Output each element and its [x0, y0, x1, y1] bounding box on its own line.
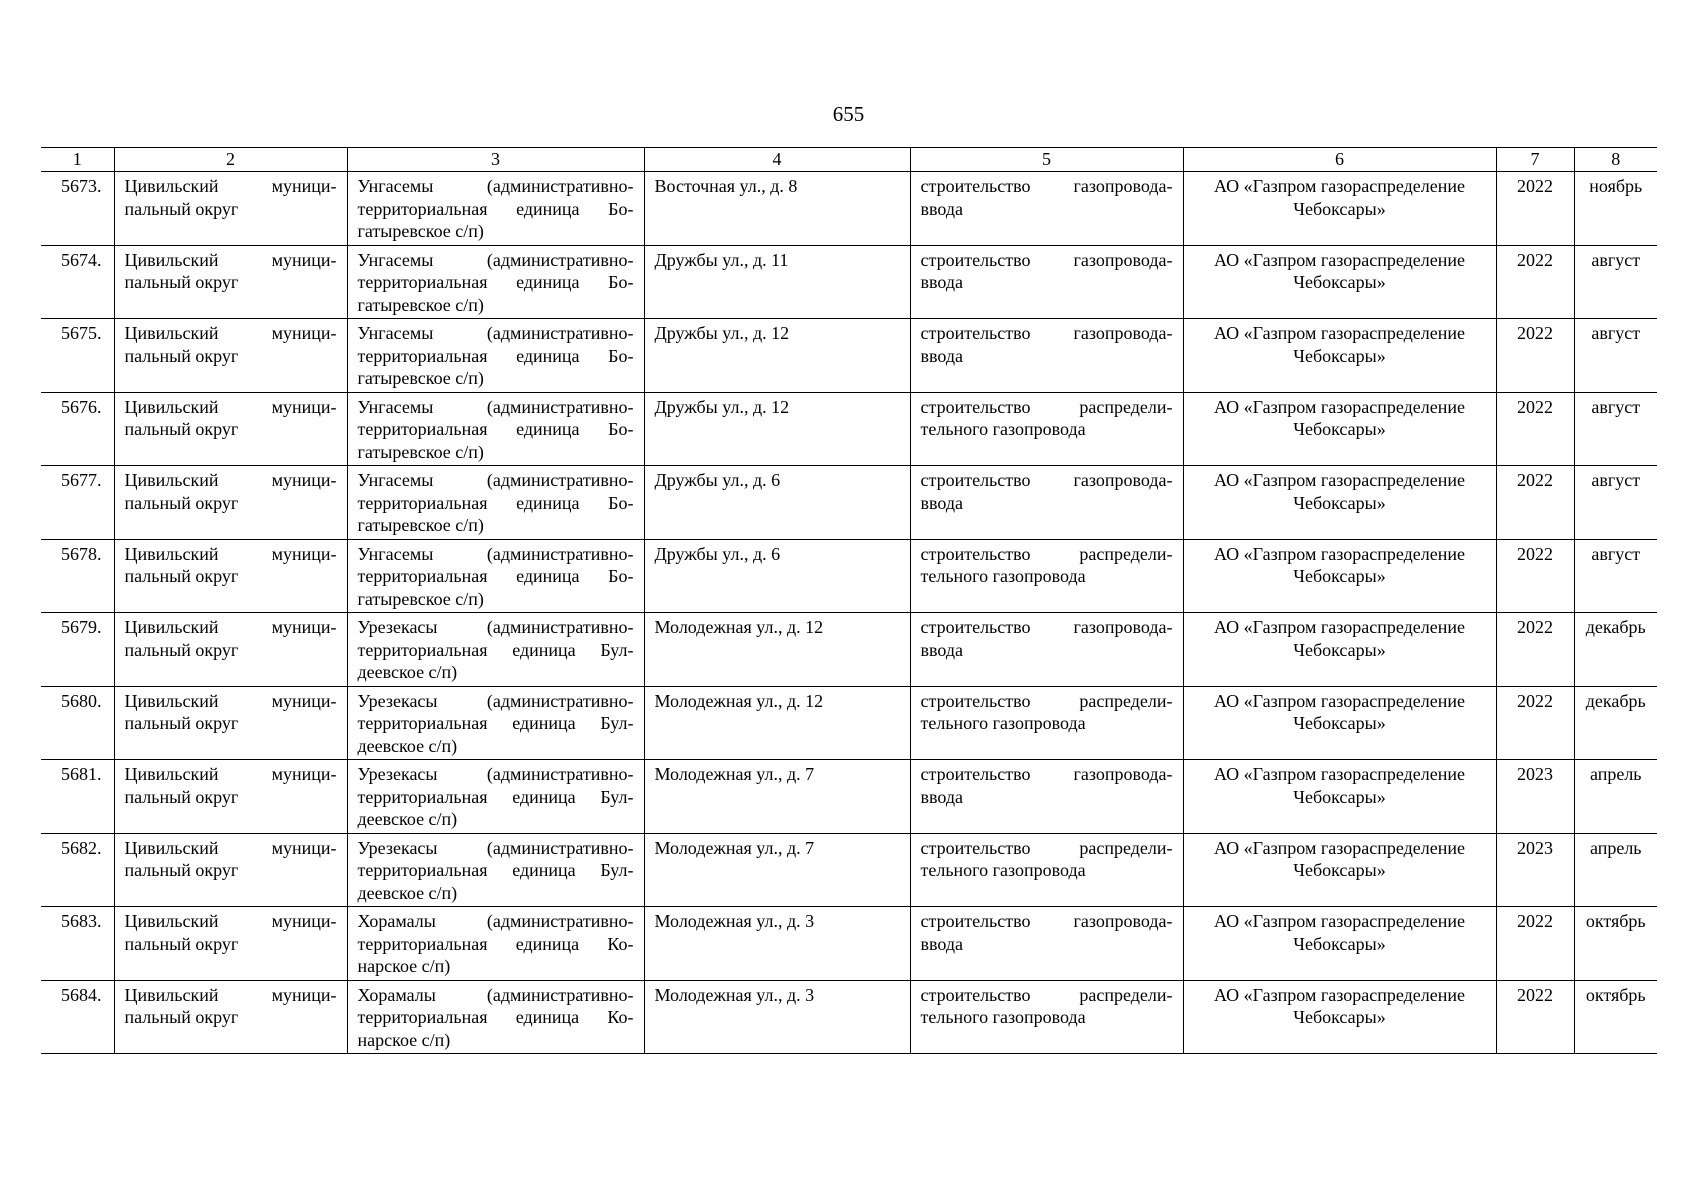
cell-line: гатыревское с/п) — [357, 221, 484, 241]
table-row — [41, 539, 1657, 613]
cell-line: Хорамалы (административно- — [357, 984, 634, 1005]
cell-line: гатыревское с/п) — [357, 294, 484, 315]
cell-line: пальный округ — [124, 272, 239, 292]
month-cell: апрель — [1574, 833, 1657, 907]
work-type-cell — [910, 466, 1183, 540]
work-type-cell — [910, 760, 1183, 834]
cell-line: гатыревское с/п) — [357, 441, 484, 462]
cell-line: АО «Газпром газораспределение — [1214, 911, 1465, 931]
cell-line: ввода — [920, 272, 964, 292]
address-cell: Молодежная ул., д. 12 — [644, 686, 910, 760]
table-row — [41, 319, 1657, 393]
cell-line: Чебоксары» — [1293, 345, 1386, 366]
settlement-cell — [347, 319, 644, 393]
cell-line: Чебоксары» — [1293, 639, 1386, 660]
organization-cell — [1183, 686, 1496, 760]
table-row — [41, 686, 1657, 760]
column-header: 3 — [347, 148, 644, 172]
cell-line: строительство распредели- — [920, 984, 1173, 1005]
organization-cell — [1183, 760, 1496, 834]
table-body — [41, 172, 1657, 1054]
address-cell: Молодежная ул., д. 3 — [644, 907, 910, 981]
row-number: 5683. — [41, 907, 114, 981]
address-cell: Молодежная ул., д. 7 — [644, 760, 910, 834]
cell-line: пальный округ — [124, 419, 239, 439]
address-cell: Дружбы ул., д. 6 — [644, 466, 910, 540]
cell-line: деевское с/п) — [357, 809, 458, 829]
column-header: 7 — [1496, 148, 1574, 172]
cell-line: Цивильский муници- — [124, 984, 337, 1005]
cell-line: ввода — [920, 345, 964, 366]
column-header: 2 — [114, 148, 347, 172]
cell-line: территориальная единица Бо- — [357, 566, 634, 586]
cell-line: АО «Газпром газораспределение — [1214, 764, 1465, 784]
row-number: 5677. — [41, 466, 114, 540]
cell-line: пальный округ — [124, 713, 239, 733]
cell-line: территориальная единица Бул- — [357, 786, 634, 807]
address-cell: Дружбы ул., д. 12 — [644, 319, 910, 393]
row-number: 5676. — [41, 392, 114, 466]
year-cell: 2023 — [1496, 760, 1574, 834]
cell-line: строительство распредели- — [920, 837, 1173, 858]
cell-line: тельного газопровода — [920, 713, 1086, 733]
year-cell: 2023 — [1496, 833, 1574, 907]
column-header: 6 — [1183, 148, 1496, 172]
cell-line: Цивильский муници- — [124, 323, 337, 343]
month-cell: август — [1574, 392, 1657, 466]
cell-line: Цивильский муници- — [124, 470, 337, 490]
month-cell: август — [1574, 466, 1657, 540]
cell-line: пальный округ — [124, 860, 239, 880]
cell-line: строительство распредели- — [920, 543, 1173, 564]
district-cell — [114, 392, 347, 466]
month-cell: ноябрь — [1574, 172, 1657, 246]
work-type-cell — [910, 392, 1183, 466]
settlement-cell — [347, 539, 644, 613]
organization-cell — [1183, 833, 1496, 907]
cell-line: Цивильский муници- — [124, 176, 337, 196]
cell-line: АО «Газпром газораспределение — [1214, 984, 1465, 1005]
organization-cell — [1183, 466, 1496, 540]
address-cell: Дружбы ул., д. 12 — [644, 392, 910, 466]
cell-line: пальный округ — [124, 198, 239, 219]
cell-line: Цивильский муници- — [124, 543, 337, 564]
cell-line: тельного газопровода — [920, 566, 1086, 586]
year-cell: 2022 — [1496, 319, 1574, 393]
column-header: 8 — [1574, 148, 1657, 172]
year-cell: 2022 — [1496, 907, 1574, 981]
cell-line: ввода — [920, 639, 964, 660]
cell-line: ввода — [920, 492, 964, 513]
organization-cell — [1183, 907, 1496, 981]
cell-line: Чебоксары» — [1293, 786, 1386, 807]
address-cell: Молодежная ул., д. 7 — [644, 833, 910, 907]
cell-line: территориальная единица Бул- — [357, 639, 634, 660]
cell-line: Чебоксары» — [1293, 198, 1386, 219]
cell-line: строительство газопровода- — [920, 470, 1173, 490]
district-cell — [114, 539, 347, 613]
table-row — [41, 245, 1657, 319]
address-cell: Восточная ул., д. 8 — [644, 172, 910, 246]
organization-cell — [1183, 613, 1496, 687]
cell-line: АО «Газпром газораспределение — [1214, 396, 1465, 417]
cell-line: строительство распредели- — [920, 690, 1173, 711]
table-row — [41, 466, 1657, 540]
row-number: 5680. — [41, 686, 114, 760]
organization-cell — [1183, 980, 1496, 1054]
month-cell: октябрь — [1574, 907, 1657, 981]
table-row — [41, 392, 1657, 466]
address-cell: Молодежная ул., д. 3 — [644, 980, 910, 1054]
table-row — [41, 613, 1657, 687]
row-number: 5682. — [41, 833, 114, 907]
settlement-cell — [347, 833, 644, 907]
address-cell: Дружбы ул., д. 6 — [644, 539, 910, 613]
settlement-cell — [347, 686, 644, 760]
work-type-cell — [910, 907, 1183, 981]
cell-line: Урезекасы (административно- — [357, 837, 634, 858]
work-type-cell — [910, 613, 1183, 687]
cell-line: Цивильский муници- — [124, 837, 337, 858]
cell-line: АО «Газпром газораспределение — [1214, 543, 1465, 564]
month-cell: август — [1574, 319, 1657, 393]
district-cell — [114, 686, 347, 760]
year-cell: 2022 — [1496, 613, 1574, 687]
cell-line: Цивильский муници- — [124, 911, 337, 931]
cell-line: Чебоксары» — [1293, 272, 1386, 292]
cell-line: деевское с/п) — [357, 735, 458, 756]
year-cell: 2022 — [1496, 686, 1574, 760]
work-type-cell — [910, 686, 1183, 760]
cell-line: нарское с/п) — [357, 956, 451, 976]
year-cell: 2022 — [1496, 539, 1574, 613]
organization-cell — [1183, 245, 1496, 319]
cell-line: строительство газопровода- — [920, 323, 1173, 343]
cell-line: Урезекасы (административно- — [357, 690, 634, 711]
column-header: 5 — [910, 148, 1183, 172]
work-type-cell — [910, 539, 1183, 613]
cell-line: ввода — [920, 786, 964, 807]
cell-line: Цивильский муници- — [124, 249, 337, 270]
schedule-table — [41, 147, 1657, 1054]
column-header: 1 — [41, 148, 114, 172]
work-type-cell — [910, 319, 1183, 393]
month-cell: декабрь — [1574, 613, 1657, 687]
district-cell — [114, 760, 347, 834]
district-cell — [114, 466, 347, 540]
cell-line: Хорамалы (административно- — [357, 911, 634, 931]
cell-line: территориальная единица Бо- — [357, 345, 634, 366]
cell-line: нарское с/п) — [357, 1029, 451, 1050]
cell-line: деевское с/п) — [357, 882, 458, 903]
table-row — [41, 980, 1657, 1054]
cell-line: Унгасемы (административно- — [357, 249, 634, 270]
column-header: 4 — [644, 148, 910, 172]
cell-line: АО «Газпром газораспределение — [1214, 470, 1465, 490]
district-cell — [114, 613, 347, 687]
cell-line: АО «Газпром газораспределение — [1214, 176, 1465, 196]
year-cell: 2022 — [1496, 466, 1574, 540]
cell-line: пальный округ — [124, 1007, 239, 1027]
cell-line: пальный округ — [124, 786, 239, 807]
district-cell — [114, 980, 347, 1054]
month-cell: апрель — [1574, 760, 1657, 834]
month-cell: октябрь — [1574, 980, 1657, 1054]
district-cell — [114, 907, 347, 981]
cell-line: ввода — [920, 198, 964, 219]
cell-line: строительство газопровода- — [920, 617, 1173, 637]
cell-line: строительство газопровода- — [920, 249, 1173, 270]
year-cell: 2022 — [1496, 392, 1574, 466]
cell-line: деевское с/п) — [357, 662, 458, 682]
cell-line: строительство распредели- — [920, 396, 1173, 417]
settlement-cell — [347, 980, 644, 1054]
organization-cell — [1183, 539, 1496, 613]
month-cell: август — [1574, 539, 1657, 613]
work-type-cell — [910, 245, 1183, 319]
settlement-cell — [347, 613, 644, 687]
organization-cell — [1183, 319, 1496, 393]
cell-line: территориальная единица Бо- — [357, 272, 634, 292]
cell-line: АО «Газпром газораспределение — [1214, 690, 1465, 711]
table-row — [41, 760, 1657, 834]
cell-line: Унгасемы (административно- — [357, 176, 634, 196]
cell-line: территориальная единица Бо- — [357, 419, 634, 439]
cell-line: гатыревское с/п) — [357, 588, 484, 609]
organization-cell — [1183, 172, 1496, 246]
cell-line: АО «Газпром газораспределение — [1214, 617, 1465, 637]
year-cell: 2022 — [1496, 172, 1574, 246]
settlement-cell — [347, 172, 644, 246]
cell-line: ввода — [920, 933, 964, 954]
table-row — [41, 172, 1657, 246]
work-type-cell — [910, 833, 1183, 907]
cell-line: Цивильский муници- — [124, 617, 337, 637]
cell-line: территориальная единица Бо- — [357, 492, 634, 513]
cell-line: Чебоксары» — [1293, 492, 1386, 513]
district-cell — [114, 319, 347, 393]
cell-line: тельного газопровода — [920, 860, 1086, 880]
cell-line: Урезекасы (административно- — [357, 764, 634, 784]
settlement-cell — [347, 466, 644, 540]
cell-line: строительство газопровода- — [920, 911, 1173, 931]
cell-line: тельного газопровода — [920, 1007, 1086, 1027]
organization-cell — [1183, 392, 1496, 466]
cell-line: АО «Газпром газораспределение — [1214, 323, 1465, 343]
district-cell — [114, 245, 347, 319]
cell-line: Урезекасы (административно- — [357, 617, 634, 637]
table-row — [41, 833, 1657, 907]
work-type-cell — [910, 172, 1183, 246]
district-cell — [114, 172, 347, 246]
cell-line: Чебоксары» — [1293, 933, 1386, 954]
page-number: 655 — [832, 102, 865, 126]
cell-line: Цивильский муници- — [124, 396, 337, 417]
cell-line: Унгасемы (административно- — [357, 543, 634, 564]
row-number: 5675. — [41, 319, 114, 393]
row-number: 5678. — [41, 539, 114, 613]
work-type-cell — [910, 980, 1183, 1054]
cell-line: строительство газопровода- — [920, 764, 1173, 784]
cell-line: Чебоксары» — [1293, 1007, 1386, 1027]
cell-line: пальный округ — [124, 492, 239, 513]
cell-line: АО «Газпром газораспределение — [1214, 249, 1465, 270]
cell-line: территориальная единица Ко- — [357, 1007, 634, 1027]
address-cell: Дружбы ул., д. 11 — [644, 245, 910, 319]
settlement-cell — [347, 760, 644, 834]
cell-line: территориальная единица Бул- — [357, 713, 634, 733]
row-number: 5684. — [41, 980, 114, 1054]
cell-line: тельного газопровода — [920, 419, 1086, 439]
cell-line: территориальная единица Ко- — [357, 933, 634, 954]
cell-line: пальный округ — [124, 566, 239, 586]
year-cell: 2022 — [1496, 245, 1574, 319]
cell-line: пальный округ — [124, 345, 239, 366]
cell-line: Чебоксары» — [1293, 860, 1386, 880]
year-cell: 2022 — [1496, 980, 1574, 1054]
cell-line: Унгасемы (административно- — [357, 323, 634, 343]
cell-line: Чебоксары» — [1293, 566, 1386, 586]
cell-line: Цивильский муници- — [124, 690, 337, 711]
cell-line: гатыревское с/п) — [357, 515, 484, 535]
cell-line: гатыревское с/п) — [357, 368, 484, 388]
district-cell — [114, 833, 347, 907]
cell-line: территориальная единица Бул- — [357, 860, 634, 880]
month-cell: август — [1574, 245, 1657, 319]
row-number: 5674. — [41, 245, 114, 319]
row-number: 5681. — [41, 760, 114, 834]
address-cell: Молодежная ул., д. 12 — [644, 613, 910, 687]
column-number-row — [41, 148, 1657, 172]
settlement-cell — [347, 392, 644, 466]
cell-line: пальный округ — [124, 933, 239, 954]
cell-line: Чебоксары» — [1293, 713, 1386, 733]
table-row — [41, 907, 1657, 981]
cell-line: пальный округ — [124, 639, 239, 660]
settlement-cell — [347, 245, 644, 319]
cell-line: территориальная единица Бо- — [357, 198, 634, 219]
row-number: 5679. — [41, 613, 114, 687]
settlement-cell — [347, 907, 644, 981]
cell-line: АО «Газпром газораспределение — [1214, 837, 1465, 858]
cell-line: Унгасемы (административно- — [357, 396, 634, 417]
cell-line: Чебоксары» — [1293, 419, 1386, 439]
cell-line: Цивильский муници- — [124, 764, 337, 784]
cell-line: строительство газопровода- — [920, 176, 1173, 196]
cell-line: Унгасемы (административно- — [357, 470, 634, 490]
month-cell: декабрь — [1574, 686, 1657, 760]
row-number: 5673. — [41, 172, 114, 246]
